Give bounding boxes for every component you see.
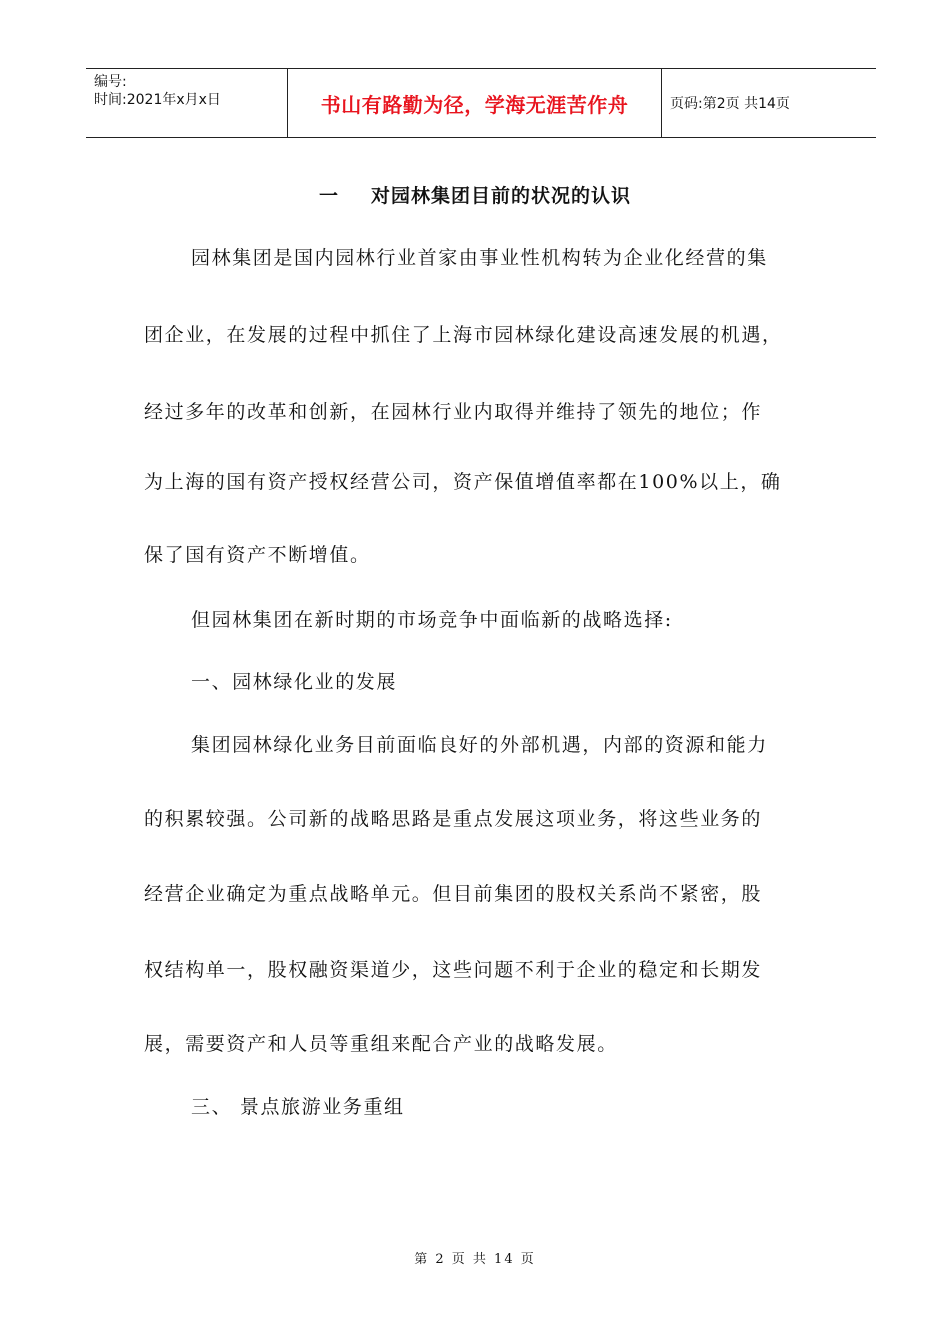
section-title-text: 对园林集团目前的状况的认识	[371, 185, 632, 207]
paragraph-line: 园林集团是国内园林行业首家由事业性机构转为企业化经营的集	[191, 247, 768, 269]
page-footer: 第 2 页 共 14 页	[414, 1252, 536, 1267]
paragraph-line: 权结构单一，股权融资渠道少，这些问题不利于企业的稳定和长期发	[144, 959, 763, 981]
header-page-info: 页码:第2页 共14页	[670, 96, 790, 112]
paragraph-line: 集团园林绿化业务目前面临良好的外部机遇，内部的资源和能力	[191, 734, 768, 756]
header-meta-cell	[86, 69, 288, 137]
paragraph-line: 的积累较强。公司新的战略思路是重点发展这项业务，将这些业务的	[144, 808, 763, 830]
document-date-label: 时间:2021年x月x日	[94, 92, 221, 108]
paragraph-line: 经营企业确定为重点战略单元。但目前集团的股权关系尚不紧密，股	[144, 883, 763, 905]
paragraph-line: 保了国有资产不断增值。	[144, 544, 371, 566]
header-slogan-cell	[288, 69, 662, 137]
header-page-cell	[662, 69, 876, 137]
paragraph-line: 为上海的国有资产授权经营公司，资产保值增值率都在100%以上，确	[144, 471, 782, 493]
header-slogan: 书山有路勤为径，学海无涯苦作舟	[320, 92, 629, 117]
paragraph-line: 团企业，在发展的过程中抓住了上海市园林绿化建设高速发展的机遇，	[144, 324, 783, 346]
page-header	[86, 68, 876, 138]
paragraph-line: 展，需要资产和人员等重组来配合产业的战略发展。	[144, 1033, 618, 1055]
paragraph-line: 但园林集团在新时期的市场竞争中面临新的战略选择:	[191, 609, 673, 631]
subsection-heading: 一、园林绿化业的发展	[191, 671, 398, 693]
section-title-number: 一	[318, 185, 339, 207]
section-title	[0, 181, 950, 208]
subsection-heading: 三、 景点旅游业务重组	[191, 1096, 405, 1118]
paragraph-line: 经过多年的改革和创新，在园林行业内取得并维持了领先的地位；作	[144, 401, 763, 423]
document-number-label: 编号:	[94, 74, 127, 90]
